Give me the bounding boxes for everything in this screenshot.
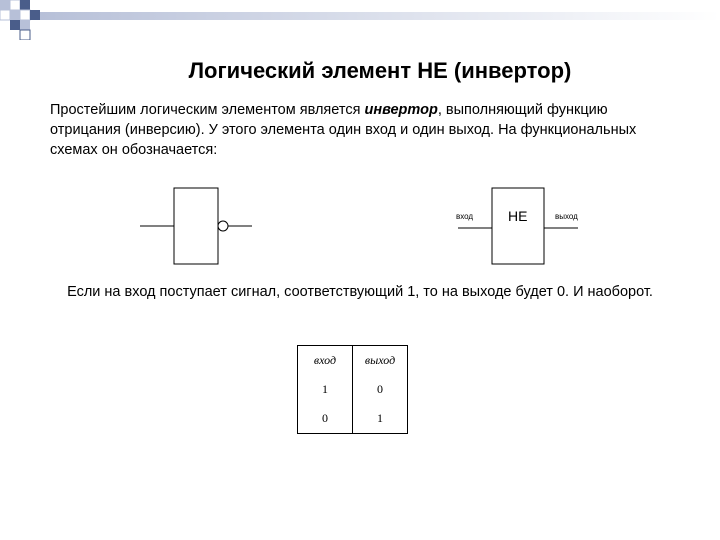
truth-table-cell: 0 bbox=[353, 375, 408, 404]
slide-title: Логический элемент НЕ (инвертор) bbox=[188, 58, 572, 83]
truth-table bbox=[297, 345, 408, 434]
truth-table-header-output: выход bbox=[353, 346, 408, 376]
intro-paragraph bbox=[50, 100, 670, 160]
inverter-symbol-bubble bbox=[140, 188, 252, 264]
truth-table-cell: 0 bbox=[322, 411, 328, 425]
truth-table-row bbox=[298, 404, 408, 434]
truth-table-cell: 1 bbox=[353, 404, 408, 434]
intro-text-part1: Простейшим логическим элементом является bbox=[50, 102, 365, 118]
explanation-caption: Если на вход поступает сигнал, соответствующий 1, то на выходе будет 0. И наоборот. bbox=[67, 284, 653, 300]
truth-table-header-row bbox=[298, 346, 408, 376]
intro-text-part2: , выполняющий функцию отрицания (инверсию). У этого элемента один вход и один выход. На функциональных схемах он обозначается: bbox=[50, 102, 637, 158]
gate-label: НЕ bbox=[508, 208, 528, 224]
input-label: вход bbox=[456, 212, 474, 221]
truth-table-row bbox=[298, 375, 408, 404]
truth-table-cell: 1 bbox=[322, 382, 328, 396]
truth-table-header-input: вход bbox=[313, 353, 337, 367]
output-label: выход bbox=[555, 212, 578, 221]
intro-emphasis: инвертор bbox=[364, 102, 438, 118]
inverter-diagrams bbox=[0, 180, 720, 270]
inverter-symbol-labeled bbox=[456, 188, 578, 264]
corner-decoration bbox=[0, 0, 720, 40]
